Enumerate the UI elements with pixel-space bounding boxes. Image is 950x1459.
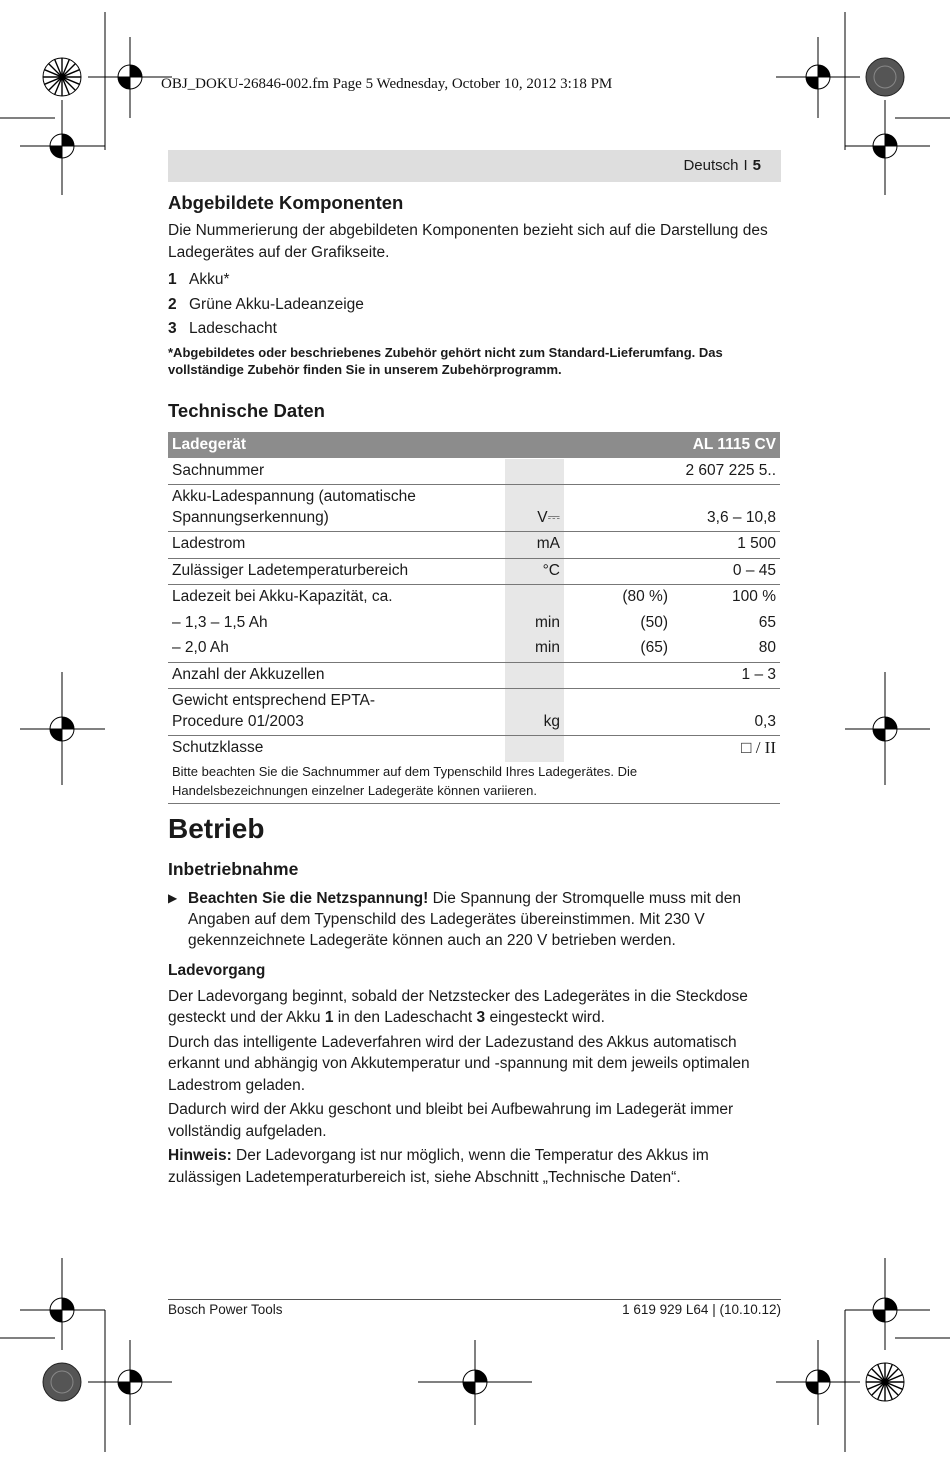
row-label: Sachnummer (172, 461, 265, 479)
accessory-note: *Abgebildetes oder beschriebenes Zubehör gehört nicht zum Standard-Lieferumfang. Das vollständige Zubehör finden Sie in unserem Zubehörprogramm. (168, 344, 723, 377)
row-value: 65 (758, 613, 776, 631)
tech-data-heading: Technische Daten (168, 399, 325, 421)
charging-heading: Ladevorgang (168, 961, 266, 979)
start-heading: Inbetriebnahme (168, 858, 299, 879)
charging-paragraph-1 (168, 986, 782, 1029)
row-label: Gewicht entsprechend EPTA-Procedure 01/2003 (168, 689, 505, 736)
row-value: 1 – 3 (672, 662, 780, 689)
footer-divider (168, 1299, 781, 1300)
table-row (168, 662, 780, 689)
tech-data-table (168, 432, 780, 804)
row-value: 2 607 225 5.. (685, 461, 776, 479)
row-label: Akku-Ladespannung (automatische Spannungserkennung) (168, 485, 505, 532)
row-label: Ladestrom (168, 532, 505, 559)
row-label: – 2,0 Ah (172, 639, 229, 656)
table-header-model: AL 1115 CV (672, 432, 780, 459)
row-unit: °C (505, 558, 564, 585)
table-row (168, 636, 780, 662)
table-row (168, 611, 780, 637)
component-number: 3 (168, 320, 177, 337)
row-value-80 (564, 558, 672, 585)
ref-number: 3 (476, 1009, 486, 1026)
p1-text: in den Ladeschacht (333, 1009, 477, 1026)
page-header (683, 157, 761, 174)
row-label: Zulässiger Ladetemperaturbereich (168, 558, 505, 585)
components-heading: Abgebildete Komponenten (168, 192, 404, 213)
page-content (168, 188, 782, 1188)
row-value-80 (564, 662, 672, 689)
header-separator: I (743, 157, 748, 174)
component-number: 1 (168, 271, 177, 288)
table-footnote-row (168, 762, 780, 804)
list-item (168, 268, 782, 293)
components-intro: Die Nummerierung der abgebildeten Komponenten bezieht sich auf die Darstellung des Ladegerätes auf der Grafikseite. (168, 222, 768, 261)
table-row (168, 585, 780, 611)
row-unit: mA (505, 532, 564, 559)
table-row (168, 485, 780, 532)
warning-bold: Beachten Sie die Netzspannung! (188, 889, 429, 907)
row-label: Anzahl der Akkuzellen (168, 662, 505, 689)
row-value-80: (80 %) (564, 585, 672, 611)
table-row (168, 558, 780, 585)
page-header-bar (168, 150, 781, 182)
row-value-80: (50) (640, 613, 668, 631)
component-label: Ladeschacht (189, 320, 277, 337)
row-unit: V⎓ (505, 485, 564, 532)
p1-text: eingesteckt wird. (485, 1009, 605, 1026)
hint-paragraph (168, 1145, 782, 1188)
table-row (168, 736, 780, 762)
component-number: 2 (168, 295, 177, 313)
table-header-label: Ladegerät (168, 432, 672, 459)
row-unit: min (505, 636, 564, 662)
component-label: Akku* (189, 271, 230, 288)
list-item (168, 317, 782, 342)
voltage-warning (168, 888, 782, 951)
hint-label: Hinweis: (168, 1147, 232, 1164)
language-label: Deutsch (683, 157, 739, 174)
row-label: Ladezeit bei Akku-Kapazität, ca. (168, 585, 505, 611)
print-slug: OBJ_DOKU-26846-002.fm Page 5 Wednesday, October 10, 2012 3:18 PM (161, 76, 613, 92)
page-number: 5 (752, 157, 761, 174)
charging-paragraph-3: Dadurch wird der Akku geschont und bleibt bei Aufbewahrung im Ladegerät immer vollständig aufgeladen. (168, 1101, 734, 1140)
list-item (168, 293, 782, 318)
row-value: 100 % (672, 585, 780, 611)
protection-class-icon: □ / II (672, 736, 780, 762)
table-header-row (168, 432, 780, 459)
row-value: 80 (758, 639, 776, 656)
row-unit: kg (505, 689, 564, 736)
component-label: Grüne Akku-Ladeanzeige (189, 295, 364, 313)
footer-doc-number: 1 619 929 L64 | (10.10.12) (622, 1302, 781, 1317)
ref-number: 1 (324, 1009, 334, 1026)
row-value-80 (564, 485, 672, 532)
table-row (168, 458, 780, 485)
table-row (168, 689, 780, 736)
row-value-80 (564, 689, 672, 736)
table-row (168, 532, 780, 559)
p1-text: Der Ladevorgang beginnt, sobald der Netzstecker des Ladegerätes in die Steckdose gesteckt und der Akku (168, 987, 748, 1026)
row-value: 3,6 – 10,8 (672, 485, 780, 532)
warning-text: Die Spannung der Stromquelle muss mit den Angaben auf dem Typenschild des Ladegerätes übereinstimmen. Mit 230 V gekennzeichnete Ladegeräte können auch an 220 V betrieben werden. (188, 889, 742, 949)
row-unit (505, 585, 564, 611)
row-value: 1 500 (672, 532, 780, 559)
warning-body (188, 888, 782, 951)
row-value-80 (564, 458, 672, 485)
row-label: Schutzklasse (168, 736, 505, 762)
row-unit (505, 736, 564, 762)
row-label: – 1,3 – 1,5 Ah (172, 613, 268, 631)
footer-brand: Bosch Power Tools (168, 1302, 283, 1317)
table-footnote: Bitte beachten Sie die Sachnummer auf dem Typenschild Ihres Ladegerätes. Die Handelsbezeichnungen einzelner Ladegeräte können variieren. (168, 762, 780, 804)
row-value-80 (564, 736, 672, 762)
triangle-bullet-icon: ▶ (168, 890, 178, 905)
row-unit: min (505, 611, 564, 637)
hint-text: Der Ladevorgang ist nur möglich, wenn die Temperatur des Akkus im zulässigen Ladetemperaturbereich ist, siehe Abschnitt „Technische Daten“. (168, 1147, 709, 1186)
components-list (168, 268, 782, 342)
row-value-80 (564, 532, 672, 559)
row-unit (505, 458, 564, 485)
row-unit (505, 662, 564, 689)
row-value-80: (65) (640, 639, 668, 656)
charging-paragraph-2: Durch das intelligente Ladeverfahren wird der Ladezustand des Akkus automatisch erkannt und abhängig von Akkutemperatur und -spannung mit dem jeweils optimalen Ladestrom geladen. (168, 1033, 750, 1094)
row-value: 0,3 (672, 689, 780, 736)
operation-heading: Betrieb (168, 812, 265, 844)
row-value: 0 – 45 (672, 558, 780, 585)
